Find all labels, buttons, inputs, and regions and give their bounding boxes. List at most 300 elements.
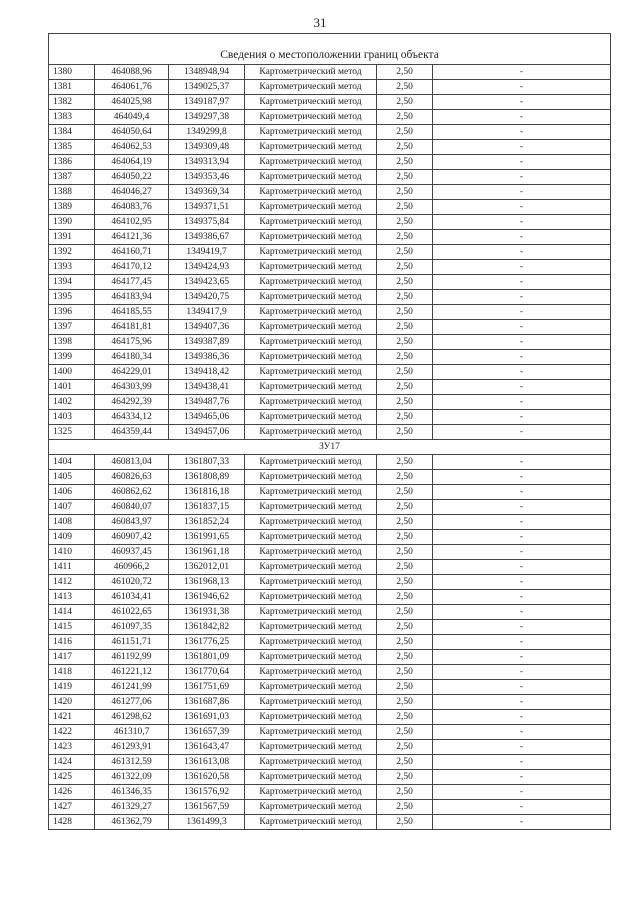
method-cell: Картометрический метод xyxy=(245,710,377,725)
y-coordinate-cell: 1361852,24 xyxy=(169,515,245,530)
x-coordinate-cell: 464160,71 xyxy=(95,245,169,260)
accuracy-cell: 2,50 xyxy=(377,365,433,380)
method-cell: Картометрический метод xyxy=(245,740,377,755)
y-coordinate-cell: 1361613,08 xyxy=(169,755,245,770)
table-row xyxy=(49,740,611,755)
point-number-cell: 1392 xyxy=(49,245,95,260)
accuracy-cell: 2,50 xyxy=(377,665,433,680)
description-cell: - xyxy=(433,260,611,275)
table-row xyxy=(49,620,611,635)
description-cell: - xyxy=(433,200,611,215)
table-row xyxy=(49,425,611,440)
description-cell: - xyxy=(433,290,611,305)
method-cell: Картометрический метод xyxy=(245,575,377,590)
description-cell: - xyxy=(433,125,611,140)
x-coordinate-cell: 461192,99 xyxy=(95,650,169,665)
accuracy-cell: 2,50 xyxy=(377,680,433,695)
accuracy-cell: 2,50 xyxy=(377,80,433,95)
table-row xyxy=(49,515,611,530)
accuracy-cell: 2,50 xyxy=(377,95,433,110)
accuracy-cell: 2,50 xyxy=(377,230,433,245)
method-cell: Картометрический метод xyxy=(245,800,377,815)
table-row xyxy=(49,305,611,320)
method-cell: Картометрический метод xyxy=(245,530,377,545)
description-cell: - xyxy=(433,680,611,695)
table-row xyxy=(49,95,611,110)
method-cell: Картометрический метод xyxy=(245,485,377,500)
point-number-cell: 1428 xyxy=(49,815,95,830)
y-coordinate-cell: 1349386,36 xyxy=(169,350,245,365)
table-row xyxy=(49,665,611,680)
y-coordinate-cell: 1361643,47 xyxy=(169,740,245,755)
point-number-cell: 1424 xyxy=(49,755,95,770)
method-cell: Картометрический метод xyxy=(245,560,377,575)
point-number-cell: 1400 xyxy=(49,365,95,380)
accuracy-cell: 2,50 xyxy=(377,725,433,740)
table-row xyxy=(49,290,611,305)
description-cell: - xyxy=(433,455,611,470)
method-cell: Картометрический метод xyxy=(245,500,377,515)
method-cell: Картометрический метод xyxy=(245,140,377,155)
y-coordinate-cell: 1349025,37 xyxy=(169,80,245,95)
description-cell: - xyxy=(433,185,611,200)
y-coordinate-cell: 1362012,01 xyxy=(169,560,245,575)
method-cell: Картометрический метод xyxy=(245,590,377,605)
x-coordinate-cell: 460826,63 xyxy=(95,470,169,485)
description-cell: - xyxy=(433,575,611,590)
y-coordinate-cell: 1361961,18 xyxy=(169,545,245,560)
section-label: ЗУ17 xyxy=(49,440,611,455)
point-number-cell: 1423 xyxy=(49,740,95,755)
method-cell: Картометрический метод xyxy=(245,185,377,200)
description-cell: - xyxy=(433,485,611,500)
accuracy-cell: 2,50 xyxy=(377,200,433,215)
method-cell: Картометрический метод xyxy=(245,650,377,665)
description-cell: - xyxy=(433,230,611,245)
x-coordinate-cell: 464229,01 xyxy=(95,365,169,380)
point-number-cell: 1405 xyxy=(49,470,95,485)
y-coordinate-cell: 1361842,82 xyxy=(169,620,245,635)
table-title-row xyxy=(49,34,611,65)
method-cell: Картометрический метод xyxy=(245,230,377,245)
description-cell: - xyxy=(433,740,611,755)
x-coordinate-cell: 464049,4 xyxy=(95,110,169,125)
y-coordinate-cell: 1349423,65 xyxy=(169,275,245,290)
y-coordinate-cell: 1349297,38 xyxy=(169,110,245,125)
y-coordinate-cell: 1349375,84 xyxy=(169,215,245,230)
accuracy-cell: 2,50 xyxy=(377,65,433,80)
description-cell: - xyxy=(433,410,611,425)
y-coordinate-cell: 1361968,13 xyxy=(169,575,245,590)
table-row xyxy=(49,695,611,710)
y-coordinate-cell: 1349387,89 xyxy=(169,335,245,350)
method-cell: Картометрический метод xyxy=(245,335,377,350)
method-cell: Картометрический метод xyxy=(245,815,377,830)
description-cell: - xyxy=(433,515,611,530)
description-cell: - xyxy=(433,560,611,575)
table-row xyxy=(49,245,611,260)
table-row xyxy=(49,185,611,200)
accuracy-cell: 2,50 xyxy=(377,740,433,755)
method-cell: Картометрический метод xyxy=(245,380,377,395)
x-coordinate-cell: 461277,06 xyxy=(95,695,169,710)
method-cell: Картометрический метод xyxy=(245,290,377,305)
method-cell: Картометрический метод xyxy=(245,320,377,335)
description-cell: - xyxy=(433,665,611,680)
table-row xyxy=(49,200,611,215)
x-coordinate-cell: 464050,22 xyxy=(95,170,169,185)
point-number-cell: 1402 xyxy=(49,395,95,410)
x-coordinate-cell: 464061,76 xyxy=(95,80,169,95)
accuracy-cell: 2,50 xyxy=(377,500,433,515)
description-cell: - xyxy=(433,770,611,785)
point-number-cell: 1398 xyxy=(49,335,95,350)
x-coordinate-cell: 461034,41 xyxy=(95,590,169,605)
point-number-cell: 1415 xyxy=(49,620,95,635)
accuracy-cell: 2,50 xyxy=(377,170,433,185)
table-row xyxy=(49,410,611,425)
accuracy-cell: 2,50 xyxy=(377,245,433,260)
point-number-cell: 1393 xyxy=(49,260,95,275)
description-cell: - xyxy=(433,350,611,365)
x-coordinate-cell: 460843,97 xyxy=(95,515,169,530)
x-coordinate-cell: 461221,12 xyxy=(95,665,169,680)
y-coordinate-cell: 1349407,36 xyxy=(169,320,245,335)
method-cell: Картометрический метод xyxy=(245,620,377,635)
point-number-cell: 1414 xyxy=(49,605,95,620)
description-cell: - xyxy=(433,605,611,620)
table-row xyxy=(49,215,611,230)
table-row xyxy=(49,80,611,95)
x-coordinate-cell: 464359,44 xyxy=(95,425,169,440)
description-cell: - xyxy=(433,380,611,395)
y-coordinate-cell: 1349419,7 xyxy=(169,245,245,260)
description-cell: - xyxy=(433,500,611,515)
method-cell: Картометрический метод xyxy=(245,80,377,95)
method-cell: Картометрический метод xyxy=(245,125,377,140)
x-coordinate-cell: 460907,42 xyxy=(95,530,169,545)
x-coordinate-cell: 464180,34 xyxy=(95,350,169,365)
table-row xyxy=(49,260,611,275)
table-row xyxy=(49,770,611,785)
table-row xyxy=(49,125,611,140)
table-row xyxy=(49,110,611,125)
description-cell: - xyxy=(433,785,611,800)
point-number-cell: 1413 xyxy=(49,590,95,605)
point-number-cell: 1408 xyxy=(49,515,95,530)
description-cell: - xyxy=(433,755,611,770)
y-coordinate-cell: 1361931,38 xyxy=(169,605,245,620)
x-coordinate-cell: 464185,55 xyxy=(95,305,169,320)
accuracy-cell: 2,50 xyxy=(377,755,433,770)
table-row xyxy=(49,455,611,470)
table-row xyxy=(49,380,611,395)
x-coordinate-cell: 461097,35 xyxy=(95,620,169,635)
point-number-cell: 1401 xyxy=(49,380,95,395)
point-number-cell: 1384 xyxy=(49,125,95,140)
y-coordinate-cell: 1361837,15 xyxy=(169,500,245,515)
x-coordinate-cell: 464064,19 xyxy=(95,155,169,170)
accuracy-cell: 2,50 xyxy=(377,620,433,635)
description-cell: - xyxy=(433,95,611,110)
y-coordinate-cell: 1361801,09 xyxy=(169,650,245,665)
point-number-cell: 1382 xyxy=(49,95,95,110)
table-row xyxy=(49,485,611,500)
description-cell: - xyxy=(433,725,611,740)
accuracy-cell: 2,50 xyxy=(377,350,433,365)
point-number-cell: 1390 xyxy=(49,215,95,230)
x-coordinate-cell: 460862,62 xyxy=(95,485,169,500)
method-cell: Картометрический метод xyxy=(245,245,377,260)
point-number-cell: 1412 xyxy=(49,575,95,590)
description-cell: - xyxy=(433,80,611,95)
description-cell: - xyxy=(433,335,611,350)
description-cell: - xyxy=(433,800,611,815)
accuracy-cell: 2,50 xyxy=(377,605,433,620)
x-coordinate-cell: 461022,65 xyxy=(95,605,169,620)
accuracy-cell: 2,50 xyxy=(377,410,433,425)
table-row xyxy=(49,350,611,365)
table-row xyxy=(49,590,611,605)
table-row xyxy=(49,140,611,155)
y-coordinate-cell: 1349487,76 xyxy=(169,395,245,410)
y-coordinate-cell: 1361576,92 xyxy=(169,785,245,800)
accuracy-cell: 2,50 xyxy=(377,395,433,410)
point-number-cell: 1380 xyxy=(49,65,95,80)
table-row xyxy=(49,605,611,620)
y-coordinate-cell: 1349353,46 xyxy=(169,170,245,185)
method-cell: Картометрический метод xyxy=(245,770,377,785)
table-row xyxy=(49,650,611,665)
method-cell: Картометрический метод xyxy=(245,635,377,650)
method-cell: Картометрический метод xyxy=(245,425,377,440)
x-coordinate-cell: 461310,7 xyxy=(95,725,169,740)
point-number-cell: 1411 xyxy=(49,560,95,575)
method-cell: Картометрический метод xyxy=(245,725,377,740)
description-cell: - xyxy=(433,215,611,230)
accuracy-cell: 2,50 xyxy=(377,650,433,665)
accuracy-cell: 2,50 xyxy=(377,800,433,815)
description-cell: - xyxy=(433,170,611,185)
point-number-cell: 1425 xyxy=(49,770,95,785)
accuracy-cell: 2,50 xyxy=(377,635,433,650)
point-number-cell: 1383 xyxy=(49,110,95,125)
table-row xyxy=(49,560,611,575)
x-coordinate-cell: 464177,45 xyxy=(95,275,169,290)
method-cell: Картометрический метод xyxy=(245,455,377,470)
y-coordinate-cell: 1361991,65 xyxy=(169,530,245,545)
accuracy-cell: 2,50 xyxy=(377,515,433,530)
x-coordinate-cell: 464088,96 xyxy=(95,65,169,80)
point-number-cell: 1397 xyxy=(49,320,95,335)
description-cell: - xyxy=(433,545,611,560)
method-cell: Картометрический метод xyxy=(245,470,377,485)
x-coordinate-cell: 461312,59 xyxy=(95,755,169,770)
accuracy-cell: 2,50 xyxy=(377,590,433,605)
x-coordinate-cell: 464050,64 xyxy=(95,125,169,140)
method-cell: Картометрический метод xyxy=(245,215,377,230)
y-coordinate-cell: 1349386,67 xyxy=(169,230,245,245)
point-number-cell: 1395 xyxy=(49,290,95,305)
method-cell: Картометрический метод xyxy=(245,365,377,380)
table-row xyxy=(49,365,611,380)
x-coordinate-cell: 461322,09 xyxy=(95,770,169,785)
point-number-cell: 1419 xyxy=(49,680,95,695)
y-coordinate-cell: 1349420,75 xyxy=(169,290,245,305)
description-cell: - xyxy=(433,470,611,485)
y-coordinate-cell: 1361946,62 xyxy=(169,590,245,605)
x-coordinate-cell: 464334,12 xyxy=(95,410,169,425)
point-number-cell: 1427 xyxy=(49,800,95,815)
point-number-cell: 1417 xyxy=(49,650,95,665)
table-row xyxy=(49,530,611,545)
method-cell: Картометрический метод xyxy=(245,695,377,710)
table-row xyxy=(49,575,611,590)
y-coordinate-cell: 1349438,41 xyxy=(169,380,245,395)
accuracy-cell: 2,50 xyxy=(377,710,433,725)
table-row xyxy=(49,785,611,800)
accuracy-cell: 2,50 xyxy=(377,125,433,140)
method-cell: Картометрический метод xyxy=(245,785,377,800)
x-coordinate-cell: 461346,35 xyxy=(95,785,169,800)
y-coordinate-cell: 1349309,48 xyxy=(169,140,245,155)
method-cell: Картометрический метод xyxy=(245,410,377,425)
accuracy-cell: 2,50 xyxy=(377,275,433,290)
x-coordinate-cell: 461329,27 xyxy=(95,800,169,815)
method-cell: Картометрический метод xyxy=(245,200,377,215)
accuracy-cell: 2,50 xyxy=(377,785,433,800)
accuracy-cell: 2,50 xyxy=(377,140,433,155)
method-cell: Картометрический метод xyxy=(245,545,377,560)
point-number-cell: 1387 xyxy=(49,170,95,185)
x-coordinate-cell: 461020,72 xyxy=(95,575,169,590)
table-row xyxy=(49,500,611,515)
table-row xyxy=(49,470,611,485)
table-row xyxy=(49,320,611,335)
point-number-cell: 1406 xyxy=(49,485,95,500)
x-coordinate-cell: 464292,39 xyxy=(95,395,169,410)
table-row xyxy=(49,170,611,185)
x-coordinate-cell: 464102,95 xyxy=(95,215,169,230)
description-cell: - xyxy=(433,365,611,380)
y-coordinate-cell: 1361691,03 xyxy=(169,710,245,725)
table-row xyxy=(49,755,611,770)
description-cell: - xyxy=(433,140,611,155)
table-row xyxy=(49,800,611,815)
point-number-cell: 1386 xyxy=(49,155,95,170)
y-coordinate-cell: 1361567,59 xyxy=(169,800,245,815)
description-cell: - xyxy=(433,695,611,710)
description-cell: - xyxy=(433,425,611,440)
x-coordinate-cell: 464170,12 xyxy=(95,260,169,275)
method-cell: Картометрический метод xyxy=(245,605,377,620)
description-cell: - xyxy=(433,530,611,545)
y-coordinate-cell: 1349187,97 xyxy=(169,95,245,110)
description-cell: - xyxy=(433,305,611,320)
description-cell: - xyxy=(433,710,611,725)
y-coordinate-cell: 1349313,94 xyxy=(169,155,245,170)
point-number-cell: 1381 xyxy=(49,80,95,95)
method-cell: Картометрический метод xyxy=(245,170,377,185)
table-row xyxy=(49,230,611,245)
y-coordinate-cell: 1349418,42 xyxy=(169,365,245,380)
description-cell: - xyxy=(433,635,611,650)
accuracy-cell: 2,50 xyxy=(377,770,433,785)
x-coordinate-cell: 460840,07 xyxy=(95,500,169,515)
x-coordinate-cell: 464062,53 xyxy=(95,140,169,155)
point-number-cell: 1422 xyxy=(49,725,95,740)
accuracy-cell: 2,50 xyxy=(377,110,433,125)
method-cell: Картометрический метод xyxy=(245,755,377,770)
accuracy-cell: 2,50 xyxy=(377,470,433,485)
description-cell: - xyxy=(433,275,611,290)
method-cell: Картометрический метод xyxy=(245,350,377,365)
point-number-cell: 1409 xyxy=(49,530,95,545)
method-cell: Картометрический метод xyxy=(245,110,377,125)
y-coordinate-cell: 1361751,69 xyxy=(169,680,245,695)
description-cell: - xyxy=(433,395,611,410)
y-coordinate-cell: 1348948,94 xyxy=(169,65,245,80)
page-number: 31 xyxy=(313,15,327,30)
method-cell: Картометрический метод xyxy=(245,665,377,680)
table-row xyxy=(49,545,611,560)
description-cell: - xyxy=(433,155,611,170)
method-cell: Картометрический метод xyxy=(245,395,377,410)
section-header-row xyxy=(49,440,611,455)
accuracy-cell: 2,50 xyxy=(377,305,433,320)
accuracy-cell: 2,50 xyxy=(377,425,433,440)
x-coordinate-cell: 464175,96 xyxy=(95,335,169,350)
description-cell: - xyxy=(433,320,611,335)
x-coordinate-cell: 464183,94 xyxy=(95,290,169,305)
y-coordinate-cell: 1349424,93 xyxy=(169,260,245,275)
accuracy-cell: 2,50 xyxy=(377,155,433,170)
point-number-cell: 1394 xyxy=(49,275,95,290)
accuracy-cell: 2,50 xyxy=(377,185,433,200)
x-coordinate-cell: 461241,99 xyxy=(95,680,169,695)
method-cell: Картометрический метод xyxy=(245,515,377,530)
point-number-cell: 1420 xyxy=(49,695,95,710)
x-coordinate-cell: 460813,04 xyxy=(95,455,169,470)
x-coordinate-cell: 461151,71 xyxy=(95,635,169,650)
x-coordinate-cell: 464303,99 xyxy=(95,380,169,395)
accuracy-cell: 2,50 xyxy=(377,215,433,230)
y-coordinate-cell: 1361620,58 xyxy=(169,770,245,785)
y-coordinate-cell: 1361499,3 xyxy=(169,815,245,830)
table-row xyxy=(49,275,611,290)
point-number-cell: 1399 xyxy=(49,350,95,365)
point-number-cell: 1385 xyxy=(49,140,95,155)
point-number-cell: 1426 xyxy=(49,785,95,800)
description-cell: - xyxy=(433,815,611,830)
y-coordinate-cell: 1349417,9 xyxy=(169,305,245,320)
point-number-cell: 1391 xyxy=(49,230,95,245)
table-row xyxy=(49,815,611,830)
y-coordinate-cell: 1349369,34 xyxy=(169,185,245,200)
x-coordinate-cell: 464025,98 xyxy=(95,95,169,110)
x-coordinate-cell: 464046,27 xyxy=(95,185,169,200)
accuracy-cell: 2,50 xyxy=(377,695,433,710)
y-coordinate-cell: 1361657,39 xyxy=(169,725,245,740)
table-row xyxy=(49,65,611,80)
table-row xyxy=(49,635,611,650)
accuracy-cell: 2,50 xyxy=(377,575,433,590)
method-cell: Картометрический метод xyxy=(245,680,377,695)
x-coordinate-cell: 461293,91 xyxy=(95,740,169,755)
table-row xyxy=(49,725,611,740)
accuracy-cell: 2,50 xyxy=(377,290,433,305)
boundary-coordinates-table xyxy=(48,33,611,830)
